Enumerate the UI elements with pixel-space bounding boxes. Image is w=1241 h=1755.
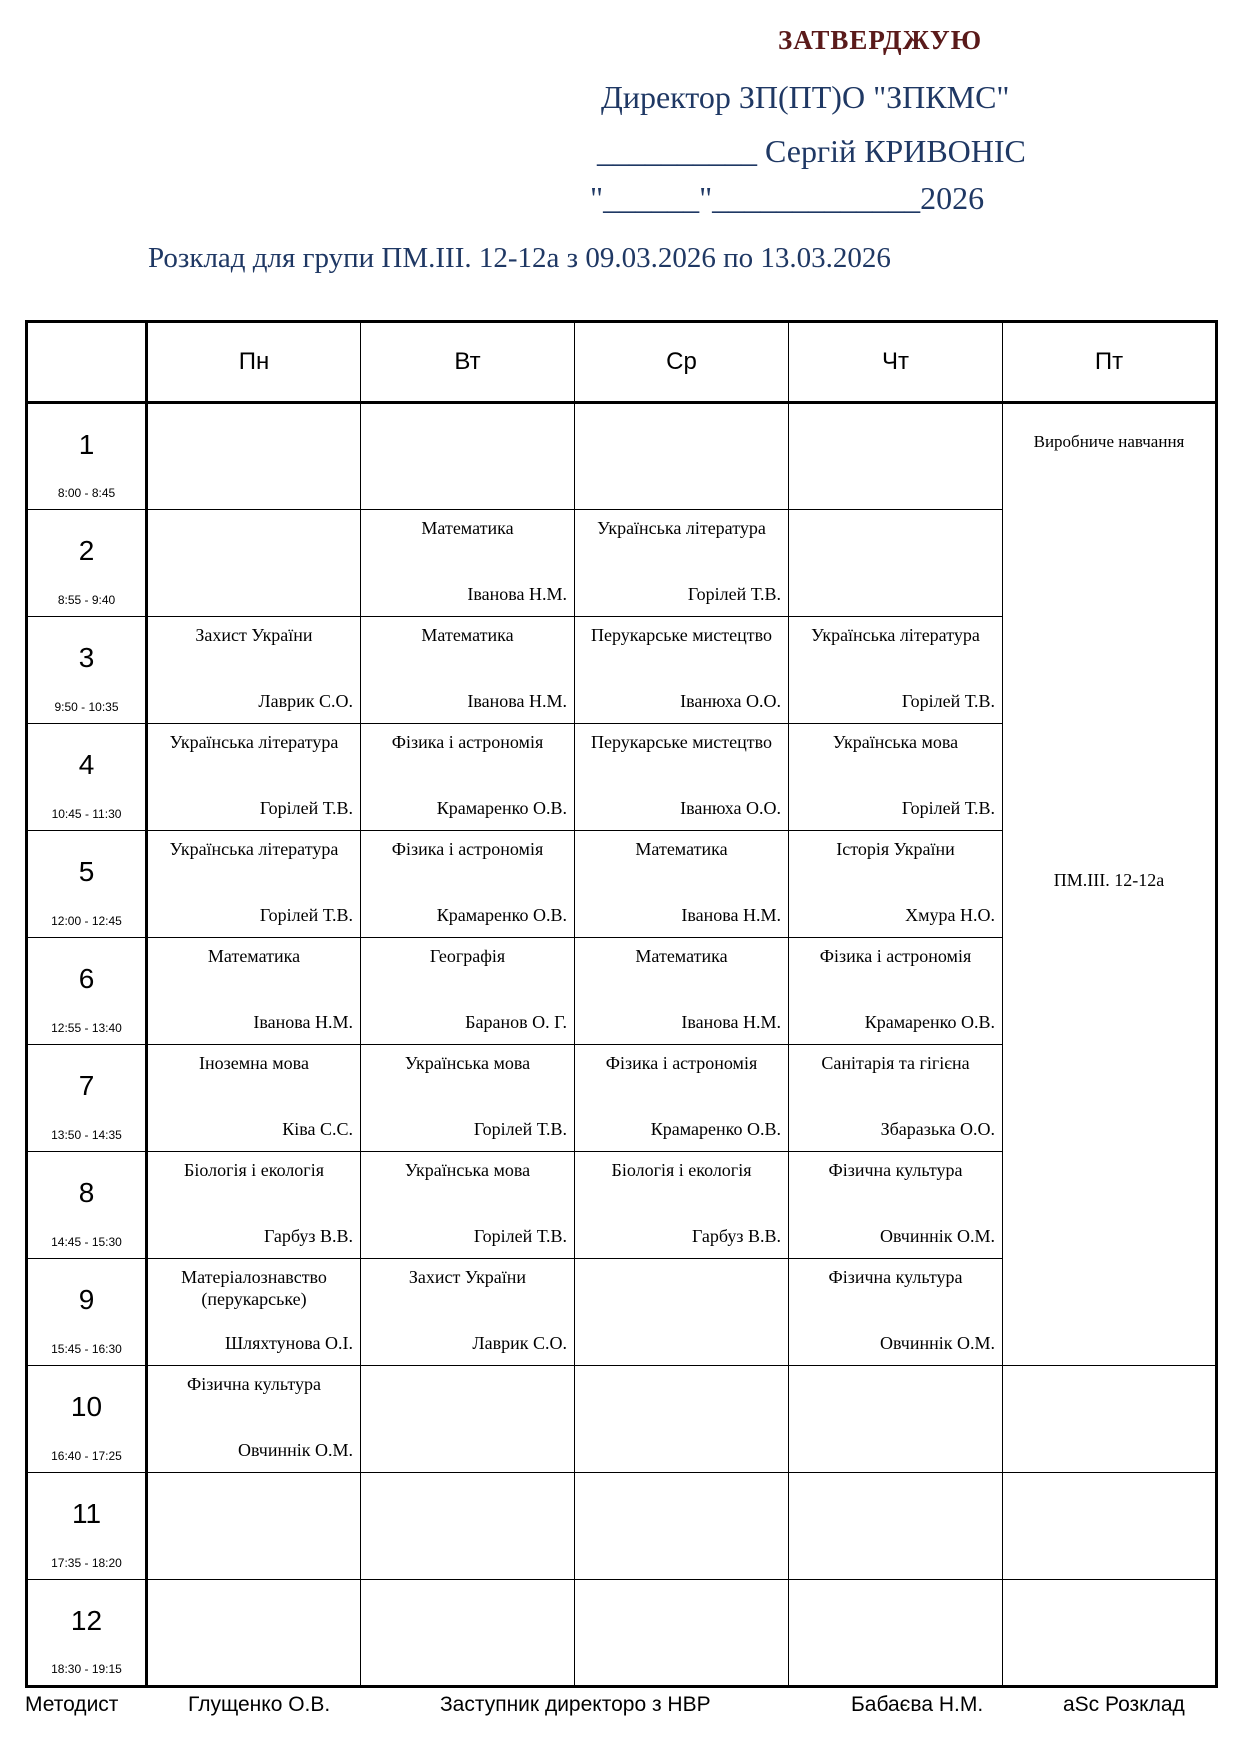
lesson-cell: [789, 1152, 1003, 1259]
lesson-cell: [789, 831, 1003, 938]
lesson-subject: [789, 510, 1002, 517]
lesson-teacher: Крамаренко О.В.: [436, 905, 567, 925]
period-time: 10:45 - 11:30: [51, 807, 122, 821]
deputy-name: Бабаєва Н.М.: [851, 1693, 984, 1716]
lesson-teacher: Іванова Н.М.: [253, 1012, 353, 1032]
lesson-teacher: Горілей Т.В.: [473, 1119, 567, 1139]
lesson-cell: [147, 403, 361, 510]
lesson-subject: Перукарське мистецтво: [591, 732, 772, 752]
lesson-teacher: Овчиннік О.М.: [879, 1333, 995, 1353]
lesson-cell: [575, 1152, 789, 1259]
lesson-subject: Біологія і екологія: [611, 1160, 752, 1180]
lesson-cell: [789, 510, 1003, 617]
lesson-cell: [575, 1366, 789, 1473]
period-time: 18:30 - 19:15: [51, 1662, 122, 1676]
period-number-cell: [27, 938, 147, 1045]
lesson-cell: [361, 1045, 575, 1152]
lesson-cell: [789, 1259, 1003, 1366]
lesson-teacher: Іванова Н.М.: [467, 584, 567, 604]
lesson-subject: Захист України: [408, 1267, 527, 1287]
lesson-subject: [148, 1580, 360, 1587]
lesson-cell: [147, 617, 361, 724]
schedule-title: Розклад для групи ПМ.ІІІ. 12-12а з 09.03.2026 по 13.03.2026: [148, 242, 891, 274]
day-header-row: [27, 322, 1217, 403]
lesson-cell: [1003, 1580, 1217, 1687]
lesson-cell: [575, 1259, 789, 1366]
lesson-teacher: Гарбуз В.В.: [691, 1226, 781, 1246]
period-row: [27, 1580, 1217, 1687]
day-header-tue: Вт: [361, 322, 575, 403]
lesson-teacher: Крамаренко О.В.: [650, 1119, 781, 1139]
period-number-cell: [27, 617, 147, 724]
lesson-cell: [789, 1473, 1003, 1580]
lesson-subject: [789, 1580, 1002, 1587]
lesson-cell: [147, 938, 361, 1045]
lesson-subject: Українська література: [169, 732, 339, 752]
period-number-cell: [27, 1366, 147, 1473]
period-time: 12:00 - 12:45: [51, 914, 122, 928]
period-number: 1: [78, 429, 95, 460]
lesson-cell: [361, 1580, 575, 1687]
lesson-subject: Математика: [635, 946, 728, 966]
lesson-subject: [575, 1366, 788, 1373]
lesson-subject: [789, 404, 1002, 411]
lesson-cell: [147, 831, 361, 938]
period-time: 8:55 - 9:40: [57, 593, 116, 607]
lesson-subject: Фізика і астрономія: [819, 946, 972, 966]
lesson-subject: [575, 1580, 788, 1587]
lesson-cell: [361, 1152, 575, 1259]
period-row: [27, 1473, 1217, 1580]
lesson-cell: [575, 1580, 789, 1687]
lesson-subject: Перукарське мистецтво: [591, 625, 772, 645]
lesson-cell: [789, 1580, 1003, 1687]
lesson-cell: [789, 1045, 1003, 1152]
methodist-label: Методист: [25, 1693, 119, 1716]
period-time: 16:40 - 17:25: [51, 1449, 122, 1463]
lesson-teacher: Хмура Н.О.: [905, 905, 995, 925]
lesson-teacher: Лаврик С.О.: [472, 1333, 567, 1353]
lesson-cell: [361, 403, 575, 510]
lesson-teacher: Горілей Т.В.: [259, 798, 353, 818]
lesson-cell: [147, 1045, 361, 1152]
lesson-subject: [575, 1473, 788, 1480]
lesson-cell: [789, 403, 1003, 510]
lesson-subject: [148, 510, 360, 517]
lesson-subject: Фізична культура: [828, 1267, 963, 1287]
lesson-subject: [789, 1366, 1002, 1373]
lesson-subject: [361, 1473, 574, 1480]
period-number: 11: [71, 1498, 102, 1529]
period-number: 5: [78, 856, 95, 887]
lesson-cell: [575, 724, 789, 831]
deputy-label: Заступник директоро з НВР: [440, 1693, 711, 1716]
lesson-subject: Географія: [429, 946, 506, 966]
period-number-cell: [27, 1152, 147, 1259]
methodist-name: Глущенко О.В.: [188, 1693, 331, 1716]
lesson-subject: [575, 404, 788, 411]
lesson-teacher: Іванюха О.О.: [680, 691, 781, 711]
lesson-cell: [789, 938, 1003, 1045]
lesson-subject: Українська мова: [404, 1160, 531, 1180]
lesson-teacher: Іванова Н.М.: [681, 905, 781, 925]
lesson-cell: [789, 617, 1003, 724]
period-number-cell: [27, 1580, 147, 1687]
lesson-subject: [361, 1366, 574, 1373]
period-row: [27, 1366, 1217, 1473]
lesson-subject: Українська мова: [404, 1053, 531, 1073]
lesson-subject: Іноземна мова: [199, 1053, 309, 1073]
day-header-mon: Пн: [147, 322, 361, 403]
lesson-subject: Математика: [207, 946, 301, 966]
period-time: 14:45 - 15:30: [51, 1235, 122, 1249]
lesson-teacher: Горілей Т.В.: [259, 905, 353, 925]
lesson-subject: Фізика і астрономія: [605, 1053, 758, 1073]
approval-stamp-title: ЗАТВЕРДЖУЮ: [778, 25, 983, 55]
period-number: 10: [70, 1391, 103, 1422]
lesson-subject: [148, 1473, 360, 1480]
period-time: 13:50 - 14:35: [51, 1128, 122, 1142]
lesson-subject: Захист України: [195, 625, 313, 645]
lesson-subject: [361, 1580, 574, 1587]
lesson-cell: [789, 724, 1003, 831]
lesson-subject: [789, 1473, 1002, 1480]
period-number: 7: [78, 1070, 95, 1101]
period-number-cell: [27, 403, 147, 510]
lesson-subject: [148, 404, 360, 411]
period-number: 12: [70, 1605, 103, 1636]
lesson-cell: [1003, 1366, 1217, 1473]
friday-practice-cell: [1003, 403, 1217, 1366]
lesson-cell: [575, 617, 789, 724]
lesson-subject: Матеріалознавство (перукарське): [181, 1267, 327, 1309]
day-header-thu: Чт: [789, 322, 1003, 403]
lesson-subject: Фізична культура: [828, 1160, 963, 1180]
lesson-cell: [361, 1366, 575, 1473]
day-header-fri: Пт: [1003, 322, 1217, 403]
lesson-subject: Українська література: [169, 839, 339, 859]
lesson-teacher: Крамаренко О.В.: [864, 1012, 995, 1032]
period-number: 3: [78, 642, 95, 673]
lesson-cell: [575, 1473, 789, 1580]
lesson-teacher: Лаврик С.О.: [258, 691, 353, 711]
lesson-subject: Українська література: [811, 625, 980, 645]
lesson-cell: [575, 403, 789, 510]
period-time: 15:45 - 16:30: [51, 1342, 122, 1356]
asc-brand: aSc Розклад: [1063, 1693, 1185, 1716]
lesson-subject: Санітарія та гігієна: [821, 1053, 970, 1073]
day-header-wed: Ср: [575, 322, 789, 403]
lesson-cell: [361, 1473, 575, 1580]
date-line: "______"_____________2026: [590, 180, 985, 216]
friday-group-label: ПМ.ІІІ. 12-12а: [1053, 870, 1165, 890]
lesson-subject: [361, 404, 574, 411]
period-number-cell: [27, 1473, 147, 1580]
lesson-subject: Фізика і астрономія: [391, 732, 544, 752]
lesson-teacher: Горілей Т.В.: [901, 691, 995, 711]
period-number-cell: [27, 831, 147, 938]
period-time: 17:35 - 18:20: [51, 1556, 122, 1570]
period-number: 8: [78, 1177, 95, 1208]
signature-line: __________ Сергій КРИВОНІС: [597, 133, 1026, 169]
lesson-teacher: Крамаренко О.В.: [436, 798, 567, 818]
director-line: Директор ЗП(ПТ)О "ЗПКМС": [601, 79, 1010, 115]
lesson-subject: [575, 1259, 788, 1266]
lesson-subject: Біологія і екологія: [184, 1160, 324, 1180]
period-number-cell: [27, 1259, 147, 1366]
lesson-subject: Фізика і астрономія: [391, 839, 544, 859]
lesson-cell: [147, 724, 361, 831]
period-number: 4: [78, 749, 95, 780]
lesson-cell: [361, 938, 575, 1045]
corner-cell: [27, 322, 147, 403]
lesson-teacher: Горілей Т.В.: [687, 584, 781, 604]
lesson-cell: [361, 724, 575, 831]
lesson-teacher: Горілей Т.В.: [901, 798, 995, 818]
period-number: 6: [78, 963, 95, 994]
period-time: 9:50 - 10:35: [54, 700, 119, 714]
period-number: 2: [78, 535, 95, 566]
period-number-cell: [27, 724, 147, 831]
lesson-cell: [789, 1366, 1003, 1473]
lesson-cell: [575, 831, 789, 938]
lesson-teacher: Шляхтунова О.І.: [225, 1333, 353, 1353]
lesson-cell: [361, 1259, 575, 1366]
lesson-cell: [361, 510, 575, 617]
period-time: 8:00 - 8:45: [57, 486, 116, 500]
lesson-teacher: Ківа С.С.: [282, 1119, 353, 1139]
lesson-teacher: Іванюха О.О.: [680, 798, 781, 818]
lesson-teacher: Баранов О. Г.: [465, 1012, 567, 1032]
lesson-teacher: Горілей Т.В.: [473, 1226, 567, 1246]
lesson-teacher: Овчиннік О.М.: [237, 1440, 353, 1460]
period-number-cell: [27, 1045, 147, 1152]
period-time: 12:55 - 13:40: [51, 1021, 122, 1035]
lesson-cell: [147, 510, 361, 617]
lesson-cell: [361, 617, 575, 724]
lesson-subject: Історія України: [836, 839, 955, 859]
lesson-cell: [361, 831, 575, 938]
lesson-subject: Математика: [421, 518, 514, 538]
lesson-teacher: Овчиннік О.М.: [879, 1226, 995, 1246]
lesson-subject: Математика: [421, 625, 514, 645]
lesson-cell: [147, 1473, 361, 1580]
period-number-cell: [27, 510, 147, 617]
lesson-teacher: Збаразька О.О.: [880, 1119, 995, 1139]
period-row: [27, 403, 1217, 510]
lesson-cell: [575, 1045, 789, 1152]
lesson-cell: [575, 510, 789, 617]
lesson-cell: [147, 1152, 361, 1259]
lesson-cell: [1003, 1473, 1217, 1580]
lesson-subject: Українська мова: [832, 732, 959, 752]
schedule-table: [25, 320, 1218, 1688]
lesson-teacher: Іванова Н.М.: [681, 1012, 781, 1032]
lesson-subject: Фізична культура: [187, 1374, 321, 1394]
friday-subject: Виробниче навчання: [1033, 432, 1185, 451]
period-number: 9: [78, 1284, 95, 1315]
lesson-teacher: Гарбуз В.В.: [263, 1226, 353, 1246]
lesson-cell: [575, 938, 789, 1045]
lesson-teacher: Іванова Н.М.: [467, 691, 567, 711]
lesson-cell: [147, 1580, 361, 1687]
lesson-subject: Математика: [635, 839, 728, 859]
lesson-cell: [147, 1366, 361, 1473]
lesson-cell: [147, 1259, 361, 1366]
lesson-subject: Українська література: [597, 518, 766, 538]
